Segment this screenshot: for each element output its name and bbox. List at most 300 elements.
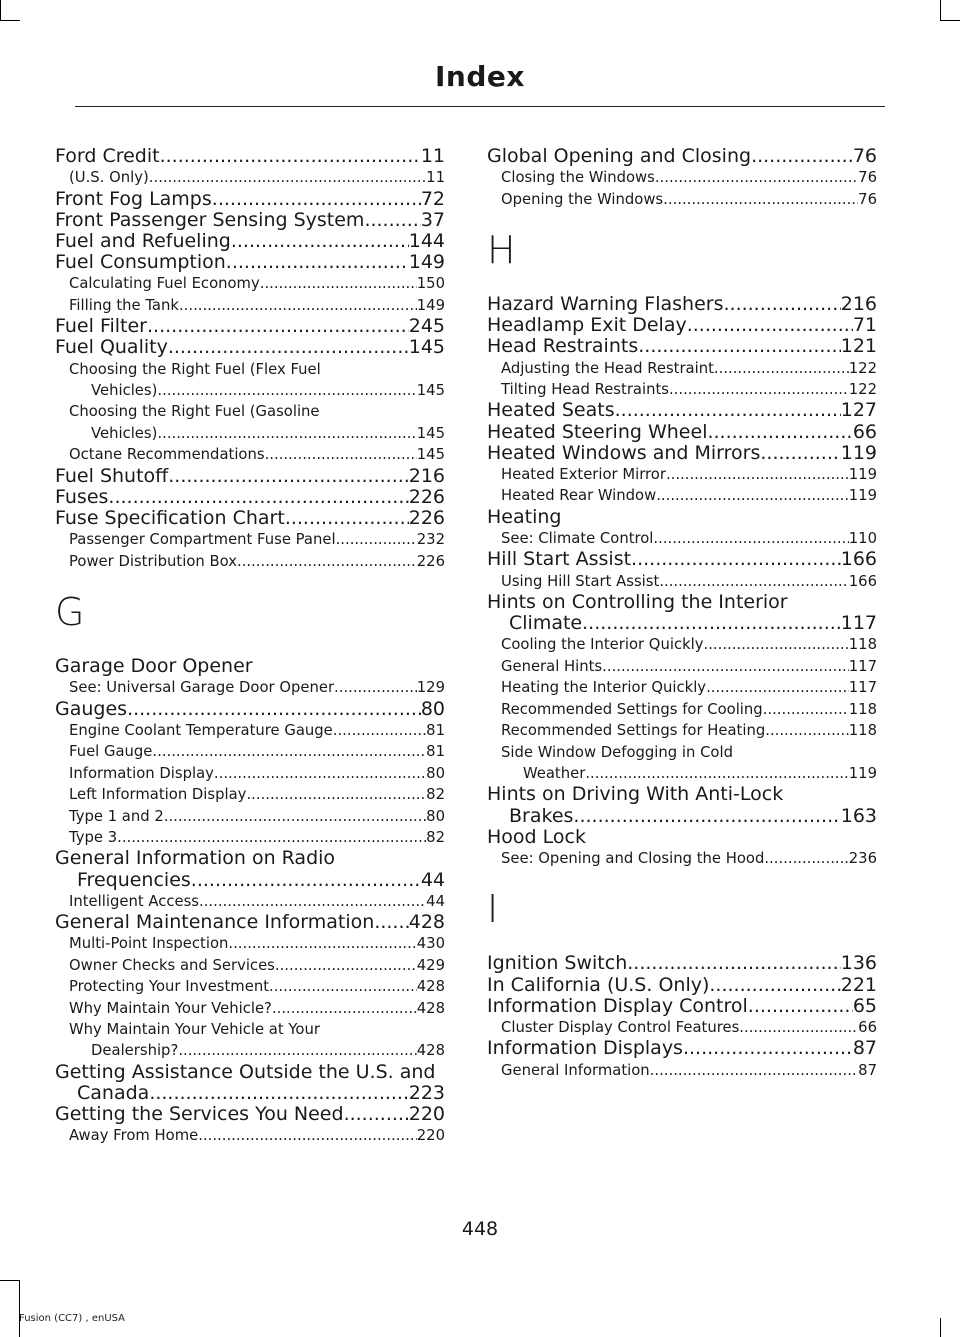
index-entry [55,231,445,252]
index-entry [487,975,877,996]
index-subentry [487,358,877,379]
entry-page: 65 [852,994,877,1017]
dot-leader [659,571,848,592]
entry-row [69,551,445,572]
dot-leader [269,976,417,997]
entry-label: Adjusting the Head Restraint [501,359,714,377]
index-entry [55,487,445,508]
entry-row [487,613,877,634]
entry-row [487,996,877,1017]
entry-page: 163 [840,804,877,827]
dot-leader [573,806,840,827]
entry-row [55,466,445,487]
crop-mark-top-right [940,0,941,20]
entry-row [487,315,877,336]
entry-page: 119 [848,487,877,505]
entry-page: 72 [420,187,445,210]
entry-page: 80 [420,697,445,720]
entry-label: Calculating Fuel Economy [69,275,260,293]
entry-row [55,210,445,231]
dot-leader [706,677,849,698]
entry-label: Engine Coolant Temperature Gauge [69,721,333,739]
index-entry [55,912,445,933]
entry-page: 11 [420,145,445,167]
index-entry [55,146,445,167]
dot-leader [246,784,426,805]
index-subentry [487,528,877,549]
entry-label: Heated Seats [487,399,615,422]
entry-page: 76 [852,145,877,167]
entry-page: 118 [848,700,877,718]
dot-leader [687,315,853,336]
entry-lead-text: Choosing the Right Fuel (Flex Fuel [69,360,321,378]
entry-row [69,955,445,976]
entry-page: 117 [840,612,877,635]
entry-page: 428 [416,999,445,1017]
entry-row [487,336,877,357]
dot-leader [179,295,417,316]
entry-label: Headlamp Exit Delay [487,314,687,337]
entry-label: Ford Credit [55,145,160,167]
entry-row [501,656,877,677]
dot-leader [285,508,409,529]
index-entry [55,252,445,273]
index-subentry [55,295,445,316]
dot-leader [157,423,416,444]
dot-leader [149,167,426,188]
dot-leader [265,444,417,465]
entry-label: Left Information Display [69,786,247,804]
dot-leader [117,827,426,848]
entry-row [69,976,445,997]
entry-row [501,189,877,210]
entry-page: 136 [840,952,877,975]
index-subentry [487,189,877,210]
entry-row [69,720,445,741]
entry-row [69,1125,445,1146]
entry-label: Recommended Settings for Cooling [501,700,763,718]
index-subentry [487,720,877,741]
index-entry [487,1038,877,1059]
entry-label: Fuel and Refueling [55,230,231,253]
index-subentry [487,379,877,400]
index-entry [55,1062,445,1104]
index-entry [487,953,877,974]
index-subentry [487,677,877,698]
entry-page: 122 [848,381,877,399]
entry-lead-text: Choosing the Right Fuel (Gasoline [69,403,320,421]
dot-leader [655,167,858,188]
entry-page: 145 [416,424,445,442]
entry-label: Filling the Tank [69,296,179,314]
entry-label: Intelligent Access [69,892,200,910]
index-entry [55,316,445,337]
header-rule [75,106,885,107]
entry-page: 216 [408,464,445,487]
index-subentry [55,784,445,805]
index-subentry [55,998,445,1019]
dot-leader [374,912,408,933]
entry-label: Getting the Services You Need [55,1103,344,1126]
crop-mark-bottom-left-h [0,1280,20,1281]
entry-page: 110 [848,530,877,548]
entry-label: Protecting Your Investment [69,978,270,996]
entry-row [487,806,877,827]
entry-label: Fuel Filter [55,315,147,338]
entry-label: Closing the Windows [501,169,655,187]
entry-label: General Hints [501,657,603,675]
entry-row [501,528,877,549]
entry-page: 71 [852,314,877,337]
entry-label: Power Distribution Box [69,552,237,570]
entry-lead-text: Getting Assistance Outside the U.S. and [55,1060,436,1083]
entry-label: Away From Home [69,1127,199,1145]
index-entry [487,827,877,848]
entry-label: Fuse Specification Chart [55,507,285,530]
entry-row [69,380,445,401]
entry-label: Fuel Gauge [69,743,153,761]
entry-page: 144 [408,230,445,253]
dot-leader [127,699,421,720]
entry-row [501,464,877,485]
entry-page: 220 [416,1127,445,1145]
index-subentry [55,955,445,976]
index-entry [487,336,877,357]
dot-leader [191,870,421,891]
entry-row [55,487,445,508]
index-subentry [487,848,877,869]
dot-leader [228,933,416,954]
dot-leader [683,1038,853,1059]
entry-page: 236 [848,849,877,867]
dot-leader [178,1040,416,1061]
dot-leader [656,485,849,506]
entry-label: Owner Checks and Services [69,956,275,974]
dot-leader [157,380,416,401]
entry-label: Information Display [69,764,214,782]
entry-page: 429 [416,956,445,974]
entry-page: 121 [840,335,877,358]
crop-mark-bottom-right [940,1318,941,1337]
entry-row [55,912,445,933]
dot-leader [585,763,848,784]
entry-row [69,933,445,954]
dot-leader [147,316,409,337]
entry-row [501,720,877,741]
entry-label: Information Display Control [487,994,748,1017]
dot-leader [168,466,408,487]
entry-row [487,146,877,167]
index-subentry [55,741,445,762]
entry-label: Canada [77,1082,150,1104]
entry-row [487,443,877,464]
entry-label: Frequencies [77,868,191,891]
entry-page: 428 [416,1042,445,1060]
entry-page: 37 [420,208,445,231]
entry-page: 117 [848,679,877,697]
crop-mark-top-left [0,0,1,20]
entry-page: 76 [858,190,877,208]
index-subentry [55,763,445,784]
entry-row [501,485,877,506]
index-column-left [55,146,445,1147]
dot-leader [149,1083,408,1104]
entry-page: 117 [848,657,877,675]
index-subentry [55,891,445,912]
entry-label: Ignition Switch [487,952,628,975]
dot-leader [260,273,417,294]
entry-row [69,763,445,784]
index-subentry [487,656,877,677]
entry-label: See: Climate Control [501,530,654,548]
entry-page: 81 [426,743,445,761]
dot-leader [666,464,849,485]
index-entry [55,508,445,529]
section-letter: I [487,887,499,932]
crop-mark-bottom-left [19,1280,20,1337]
dot-leader [709,975,840,996]
entry-page: 145 [416,382,445,400]
entry-label: Using Hill Start Assist [501,572,660,590]
entry-label: Front Passenger Sensing System [55,208,365,231]
dot-leader [237,551,417,572]
entry-row [487,507,877,528]
entry-row [69,273,445,294]
entry-lead-text: Why Maintain Your Vehicle at Your [69,1020,320,1038]
entry-label: Fuel Consumption [55,251,226,274]
entry-page: 118 [848,722,877,740]
page-number: 448 [461,1218,499,1240]
entry-page: 226 [408,485,445,508]
dot-leader [602,656,849,677]
dot-leader [199,891,426,912]
entry-page: 119 [840,441,877,464]
entry-label: Hood Lock [487,825,586,848]
entry-row [69,529,445,550]
entry-page: 122 [848,359,877,377]
entry-page: 428 [408,911,445,934]
dot-leader [748,996,853,1017]
entry-label: Information Displays [487,1037,683,1060]
entry-page: 82 [426,786,445,804]
entry-row [501,358,877,379]
dot-leader [108,487,408,508]
dot-leader [669,379,849,400]
index-entry [487,422,877,443]
entry-row [55,231,445,252]
dot-leader [631,549,841,570]
index-entry [55,189,445,210]
entry-label: Opening the Windows [501,190,664,208]
entry-label: Fuel Quality [55,336,168,359]
entry-page: 428 [416,978,445,996]
index-subentry [487,1060,877,1081]
crop-mark-top-right-h [940,20,960,21]
dot-leader [168,337,409,358]
entry-label: Vehicles) [91,424,158,442]
dot-leader [707,422,852,443]
entry-page: 245 [408,315,445,338]
entry-row [501,1060,877,1081]
dot-leader [272,998,417,1019]
index-entry [55,466,445,487]
index-subentry [55,976,445,997]
entry-label: See: Universal Garage Door Opener [69,679,335,697]
dot-leader [214,763,426,784]
entry-label: Gauges [55,697,128,720]
entry-page: 430 [416,935,445,953]
entry-row [501,571,877,592]
entry-row [55,699,445,720]
entry-page: 145 [416,446,445,464]
index-entry [487,549,877,570]
index-subentry [487,571,877,592]
dot-leader [650,1060,858,1081]
index-subentry [55,806,445,827]
index-subentry [55,933,445,954]
entry-label: Recommended Settings for Heating [501,722,766,740]
entry-row [69,167,445,188]
entry-page: 129 [416,679,445,697]
dot-leader [638,336,841,357]
index-subentry [55,273,445,294]
entry-label: Fuses [55,485,109,508]
index-entry [487,443,877,464]
entry-label: General Maintenance Information [55,911,375,934]
index-subentry [55,1019,445,1062]
entry-page: 223 [408,1082,445,1104]
entry-label: Heated Rear Window [501,487,657,505]
index-entry [55,699,445,720]
entry-label: In California (U.S. Only) [487,973,710,996]
entry-label: Tilting Head Restraints [501,381,669,399]
entry-row [55,252,445,273]
dot-leader [760,443,840,464]
entry-page: 66 [858,1018,877,1036]
entry-page: 226 [408,507,445,530]
entry-page: 149 [408,251,445,274]
index-subentry [55,167,445,188]
entry-row [487,827,877,848]
entry-row [501,379,877,400]
index-subentry [487,699,877,720]
index-entry [55,848,445,890]
dot-leader [198,1125,417,1146]
document-id: Fusion (CC7) , enUSA [19,1313,126,1324]
entry-page: 149 [416,296,445,314]
entry-label: Heated Exterior Mirror [501,466,666,484]
entry-row [487,1038,877,1059]
entry-page: 166 [840,548,877,571]
entry-row [487,422,877,443]
entry-page: 119 [848,466,877,484]
index-entry [55,656,445,677]
section-letter: H [487,228,516,273]
entry-label: Global Opening and Closing [487,145,752,167]
entry-page: 80 [426,764,445,782]
dot-leader [164,806,426,827]
entry-page: 166 [848,572,877,590]
dot-leader [582,613,841,634]
index-subentry [487,1017,877,1038]
entry-row [69,741,445,762]
entry-page: 76 [858,169,877,187]
dot-leader [364,210,420,231]
index-entry [487,294,877,315]
entry-row [501,1017,877,1038]
entry-label: Hazard Warning Flashers [487,293,724,316]
entry-row [55,1083,445,1104]
entry-row [69,784,445,805]
entry-page: 119 [848,764,877,782]
entry-row [501,167,877,188]
dot-leader [160,146,421,167]
entry-page: 87 [858,1061,877,1079]
entry-row [55,146,445,167]
entry-row [501,763,877,784]
dot-leader [333,720,426,741]
crop-mark-top-left-h [0,20,20,21]
entry-lead-text: Side Window Defogging in Cold [501,743,733,761]
index-entry [487,315,877,336]
entry-row [55,189,445,210]
entry-label: Garage Door Opener [55,655,253,678]
entry-label: Type 3 [69,828,118,846]
entry-row [69,891,445,912]
index-subentry [55,359,445,402]
entry-row [487,975,877,996]
entry-label: Fuel Shutoff [55,464,169,487]
entry-label: Front Fog Lamps [55,187,212,210]
index-entry [487,146,877,167]
entry-label: General Information [501,1061,650,1079]
entry-page: 80 [426,807,445,825]
dot-leader [663,189,858,210]
entry-label: See: Opening and Closing the Hood [501,849,765,867]
index-entry [55,337,445,358]
entry-row [55,656,445,677]
entry-row [501,677,877,698]
entry-row [487,549,877,570]
entry-page: 87 [852,1037,877,1060]
entry-row [69,998,445,1019]
entry-label: (U.S. Only) [69,169,149,187]
entry-page: 44 [426,892,445,910]
entry-row [55,316,445,337]
index-subentry [55,1125,445,1146]
entry-label: Cooling the Interior Quickly [501,636,704,654]
dot-leader [231,231,409,252]
entry-label: Heating [487,505,562,528]
entry-page: 221 [840,973,877,996]
index-entry [487,507,877,528]
entry-label: Heating the Interior Quickly [501,679,707,697]
entry-page: 66 [852,420,877,443]
entry-page: 81 [426,721,445,739]
dot-leader [723,294,840,315]
index-subentry [487,742,877,785]
entry-row [55,1104,445,1125]
entry-row [55,337,445,358]
dot-leader [344,1104,409,1125]
dot-leader [334,677,417,698]
entry-row [487,294,877,315]
index-subentry [487,167,877,188]
entry-page: 44 [420,868,445,891]
entry-page: 145 [408,336,445,359]
entry-row [501,848,877,869]
dot-leader [653,528,848,549]
